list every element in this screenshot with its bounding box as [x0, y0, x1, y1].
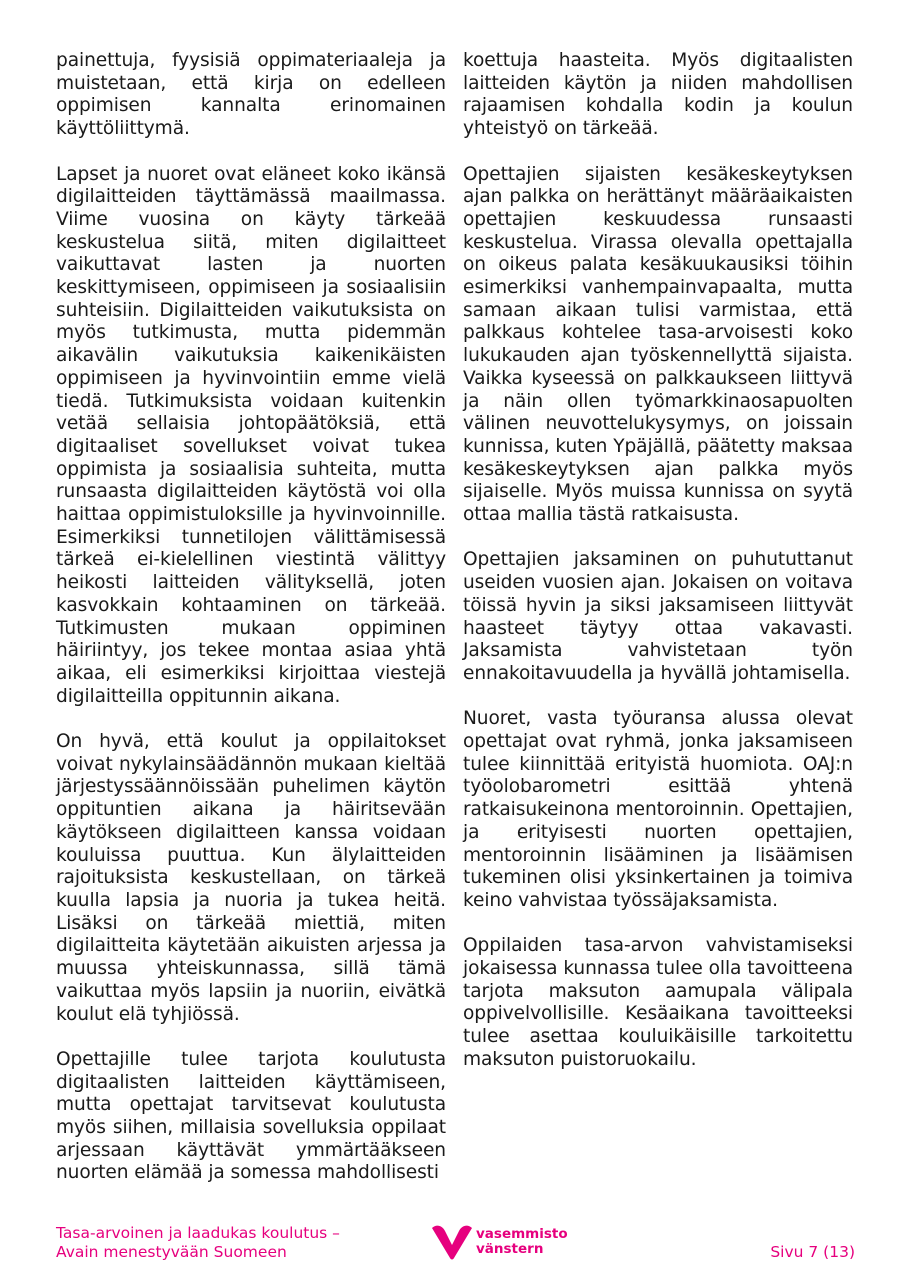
paragraph: On hyvä, että koulut ja oppilaitokset voivat nykylainsäädännön mukaan kieltää järjestyssäännöissään puhelimen käytön oppituntien aikana ja häiritsevään käytökseen digilaitteen kanssa voidaan kouluissa puuttua. Kun älylaitteiden rajoituksista keskustellaan, on tärkeä kuulla lapsia ja nuoria ja tukea heitä. Lisäksi on tärkeää miettiä, miten digilaitteita käytetään aikuisten arjessa ja muussa yhteiskunnassa, sillä tämä vaikuttaa myös lapsiin ja nuoriin, eivätkä koulut elä tyhjiössä. — [56, 731, 446, 1025]
paragraph: Lapset ja nuoret ovat eläneet koko ikänsä digilaitteiden täyttämässä maailmassa. Viime vuosina on käyty tärkeää keskustelua siitä, miten digilaitteet vaikuttavat lasten ja nuorten keskittymiseen, oppimiseen ja sosiaalisiin suhteisiin. Digilaitteiden vaikutuksista on myös tutkimusta, mutta pidemmän aikavälin vaikutuksia kaikenikäisten oppimiseen ja hyvinvointiin emme vielä tiedä. Tutkimuksista voidaan kuitenkin vetää sellaisia johtopäätöksiä, että digitaaliset sovellukset voivat tukea oppimista ja sosiaalisia suhteita, mutta runsaasta digilaitteiden käytöstä voi olla haittaa oppimistuloksille ja hyvinvoinnille. Esimerkiksi tunnetilojen välittämisessä tärkeä ei-kielellinen viestintä välittyy heikosti laitteiden välityksellä, joten kasvokkain kohtaaminen on tärkeää. Tutkimusten mukaan oppiminen häiriintyy, jos tekee montaa asiaa yhtä aikaa, eli esimerkiksi kirjoittaa viestejä digilaitteilla oppitunnin aikana. — [56, 163, 446, 707]
footer-document-title — [56, 1224, 340, 1262]
paragraph: Nuoret, vasta työuransa alussa olevat opettajat ovat ryhmä, jonka jaksamiseen tulee kiinnittää erityistä huomiota. OAJ:n työolobarometri esittää yhtenä ratkaisukeinona mentoroinnin. Opettajien, ja erityisesti nuorten opettajien, mentoroinnin lisääminen ja lisäämisen tukeminen olisi yksinkertainen ja toimiva keino vahvistaa työssäjaksamista. — [463, 708, 853, 911]
paragraph: Opettajille tulee tarjota koulutusta digitaalisten laitteiden käyttämiseen, mutta opettajat tarvitsevat koulutusta myös siihen, millaisia sovelluksia oppilaat arjessaan käyttävät ymmärtääkseen nuorten elämää ja somessa mahdollisesti — [56, 1048, 446, 1184]
right-text-column — [463, 50, 853, 1094]
left-text-column — [56, 50, 446, 1208]
page-number: Sivu 7 (13) — [770, 1243, 855, 1261]
paragraph: Opettajien sijaisten kesäkeskeytyksen ajan palkka on herättänyt määräaikaisten opettajien keskuudessa runsaasti keskustelua. Virassa olevalla opettajalla on oikeus palata kesäkuukausiksi töihin esimerkiksi vanhempainvapaalta, mutta samaan aikaan tulisi varmistaa, että palkkaus kohtelee tasa-arvoisesti koko lukukauden ajan työskennellyttä sijaista. Vaikka kyseessä on palkkaukseen liittyvä ja näin ollen työmarkkinaosapuolten välinen neuvottelukysymys, on joissain kunnissa, kuten Ypäjällä, päätetty maksaa kesäkeskeytyksen ajan palkka myös sijaiselle. Myös muissa kunnissa on syytä ottaa mallia tästä ratkaisusta. — [463, 163, 853, 526]
paragraph: koettuja haasteita. Myös digitaalisten laitteiden käytön ja niiden mahdollisen rajaamisen kohdalla kodin ja koulun yhteistyö on tärkeää. — [463, 50, 853, 140]
vasemmisto-logo — [430, 1224, 568, 1260]
paragraph: painettuja, fyysisiä oppimateriaaleja ja muistetaan, että kirja on edelleen oppimisen kannalta erinomainen käyttöliittymä. — [56, 50, 446, 140]
logo-text-line: vänstern — [476, 1241, 544, 1257]
paragraph: Oppilaiden tasa-arvon vahvistamiseksi jokaisessa kunnassa tulee olla tavoitteena tarjota maksuton aamupala välipala oppivelvollisille. Kesäaikana tavoitteeksi tulee asettaa kouluikäisille tarkoitettu maksuton puistoruokailu. — [463, 935, 853, 1070]
paragraph: Opettajien jaksaminen on puhututtanut useiden vuosien ajan. Jokaisen on voitava töissä hyvin ja siksi jaksamiseen liittyvät haasteet täytyy ottaa vakavasti. Jaksamista vahvistetaan työn ennakoitavuudella ja hyvällä johtamisella. — [463, 549, 853, 684]
footer-title-line: Tasa-arvoinen ja laadukas koulutus – — [56, 1224, 340, 1242]
logo-text-line: vasemmisto — [476, 1226, 568, 1242]
footer-title-line: Avain menestyvään Suomeen — [56, 1243, 287, 1261]
v-heart-logo-icon — [430, 1224, 474, 1260]
